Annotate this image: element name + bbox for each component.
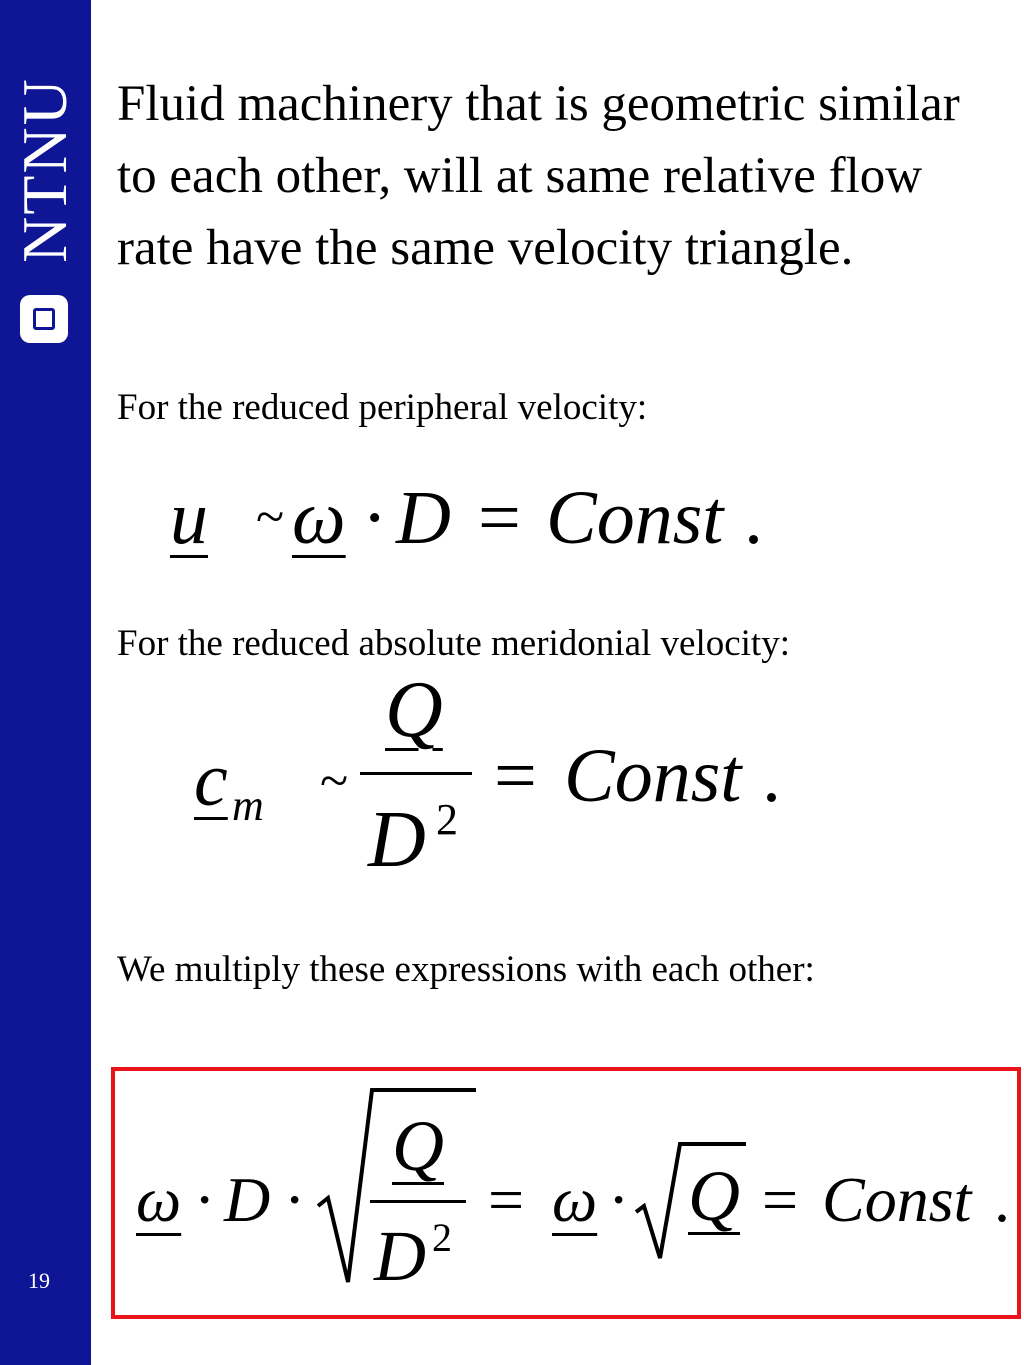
eq2-period: . [762, 734, 781, 818]
eq3-dot-1: · [194, 1164, 216, 1235]
eq1-period: . [744, 476, 763, 560]
eq1-u: u [170, 476, 208, 560]
eq2-tilde: ~ [320, 753, 349, 810]
eq3-omega: ω [136, 1164, 182, 1235]
text-peripheral-velocity: For the reduced peripheral velocity: [117, 387, 648, 428]
eq2-c: c [194, 738, 228, 822]
eq3-Q-inner: Q [392, 1106, 444, 1186]
eq3-omega-2: ω [552, 1164, 598, 1235]
eq3-exponent: 2 [432, 1215, 452, 1260]
eq1-tilde: ~ [256, 489, 285, 546]
eq3-fraction-bar [370, 1200, 466, 1203]
logo-square-icon [20, 295, 68, 343]
eq3-D: D [224, 1164, 271, 1235]
eq2-D: D [368, 796, 426, 884]
eq1-dot: · [362, 476, 388, 560]
eq3-dot-2: · [284, 1164, 306, 1235]
eq1-D: D [396, 476, 451, 560]
eq3-Q-2: Q [688, 1156, 740, 1236]
eq3-period: . [994, 1164, 1010, 1235]
page-number: 19 [28, 1268, 50, 1293]
eq1-equals: = [478, 476, 521, 560]
eq3-D-inner: D [374, 1216, 426, 1296]
eq2-const: Const [564, 734, 742, 818]
eq3-equals-1: = [488, 1164, 525, 1235]
eq2-Q: Q [385, 666, 443, 754]
eq2-equals: = [494, 734, 537, 818]
slide-heading: Fluid machinery that is geometric similar to each other, will at same relative flow rate have the same velocity triangle. [117, 76, 960, 276]
sidebar [0, 0, 91, 1365]
ntnu-logo [9, 58, 80, 343]
logo-text: NTNU [9, 77, 80, 263]
eq2-fraction-bar [360, 772, 472, 775]
eq3-dot-3: · [608, 1164, 630, 1235]
eq3-const: Const [822, 1164, 972, 1235]
eq1-const: Const [546, 476, 724, 560]
eq2-exponent: 2 [436, 795, 458, 844]
eq3-equals-2: = [762, 1164, 799, 1235]
eq2-subscript-m: m [232, 781, 264, 830]
text-meridonial-velocity: For the reduced absolute meridonial velocity: [117, 623, 790, 664]
text-multiply: We multiply these expressions with each other: [117, 949, 815, 990]
eq1-omega: ω [292, 476, 346, 560]
